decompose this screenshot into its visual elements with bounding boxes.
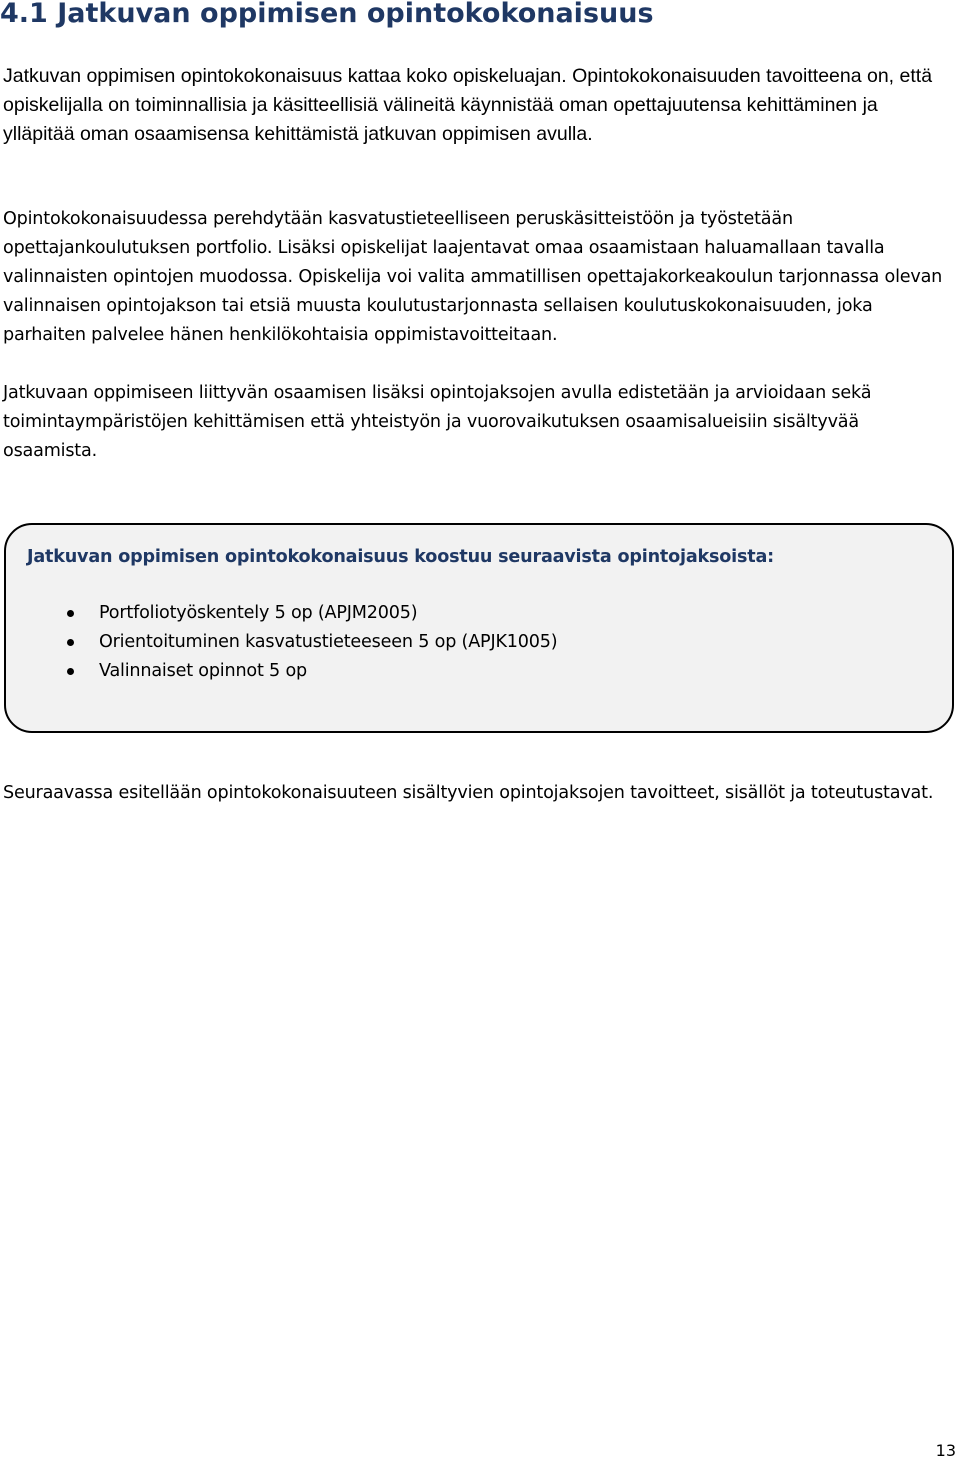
- intro-paragraph: Jatkuvan oppimisen opintokokonaisuus kattaa koko opiskeluajan. Opintokokonaisuuden tavoitteena on, että opiskelijalla on toiminnallisia ja käsitteellisiä välineitä käynnistää oman opettajuutensa kehittäminen ja ylläpitää oman osaamisensa kehittämistä jatkuvan oppimisen avulla.: [3, 65, 933, 145]
- course-name: Portfoliotyöskentely 5 op (APJM2005): [99, 603, 418, 623]
- closing-paragraph: Seuraavassa esitellään opintokokonaisuuteen sisältyvien opintojaksojen tavoitteet, sisällöt ja toteutustavat.: [3, 783, 934, 803]
- course-name: Valinnaiset opinnot 5 op: [99, 661, 307, 681]
- content-paragraph: Opintokokonaisuudessa perehdytään kasvatustieteelliseen peruskäsitteistöön ja työstetään opettajankoulutuksen portfolio. Lisäksi opiskelijat laajentavat omaa osaamistaan haluamallaan tavalla valinnaisten opintojen muodossa. Opiskelija voi valita ammatillisen opettajakorkeakoulun tarjonnassa olevan valinnaisen opintojakson tai etsiä muusta koulutustarjonnasta sellaisen koulutuskokonaisuuden, joka parhaiten palvelee hänen henkilökohtaisia oppimistavoitteitaan.: [3, 209, 943, 345]
- bullet-icon: [67, 610, 74, 617]
- section-heading: 4.1 Jatkuvan oppimisen opintokokonaisuus: [0, 0, 654, 29]
- competence-paragraph: Jatkuvaan oppimiseen liittyvän osaamisen lisäksi opintojaksojen avulla edistetään ja arvioidaan sekä toimintaympäristöjen kehittämisen että yhteistyön ja vuorovaikutuksen osaamisalueisiin sisältyvää osaamista.: [3, 383, 872, 461]
- course-name: Orientoituminen kasvatustieteeseen 5 op (APJK1005): [99, 632, 558, 652]
- bullet-icon: [67, 639, 74, 646]
- bullet-icon: [67, 668, 74, 675]
- page-number: 13: [935, 1441, 956, 1460]
- course-summary-title: Jatkuvan oppimisen opintokokonaisuus koostuu seuraavista opintojaksoista:: [27, 547, 774, 567]
- course-summary-box: [4, 523, 954, 733]
